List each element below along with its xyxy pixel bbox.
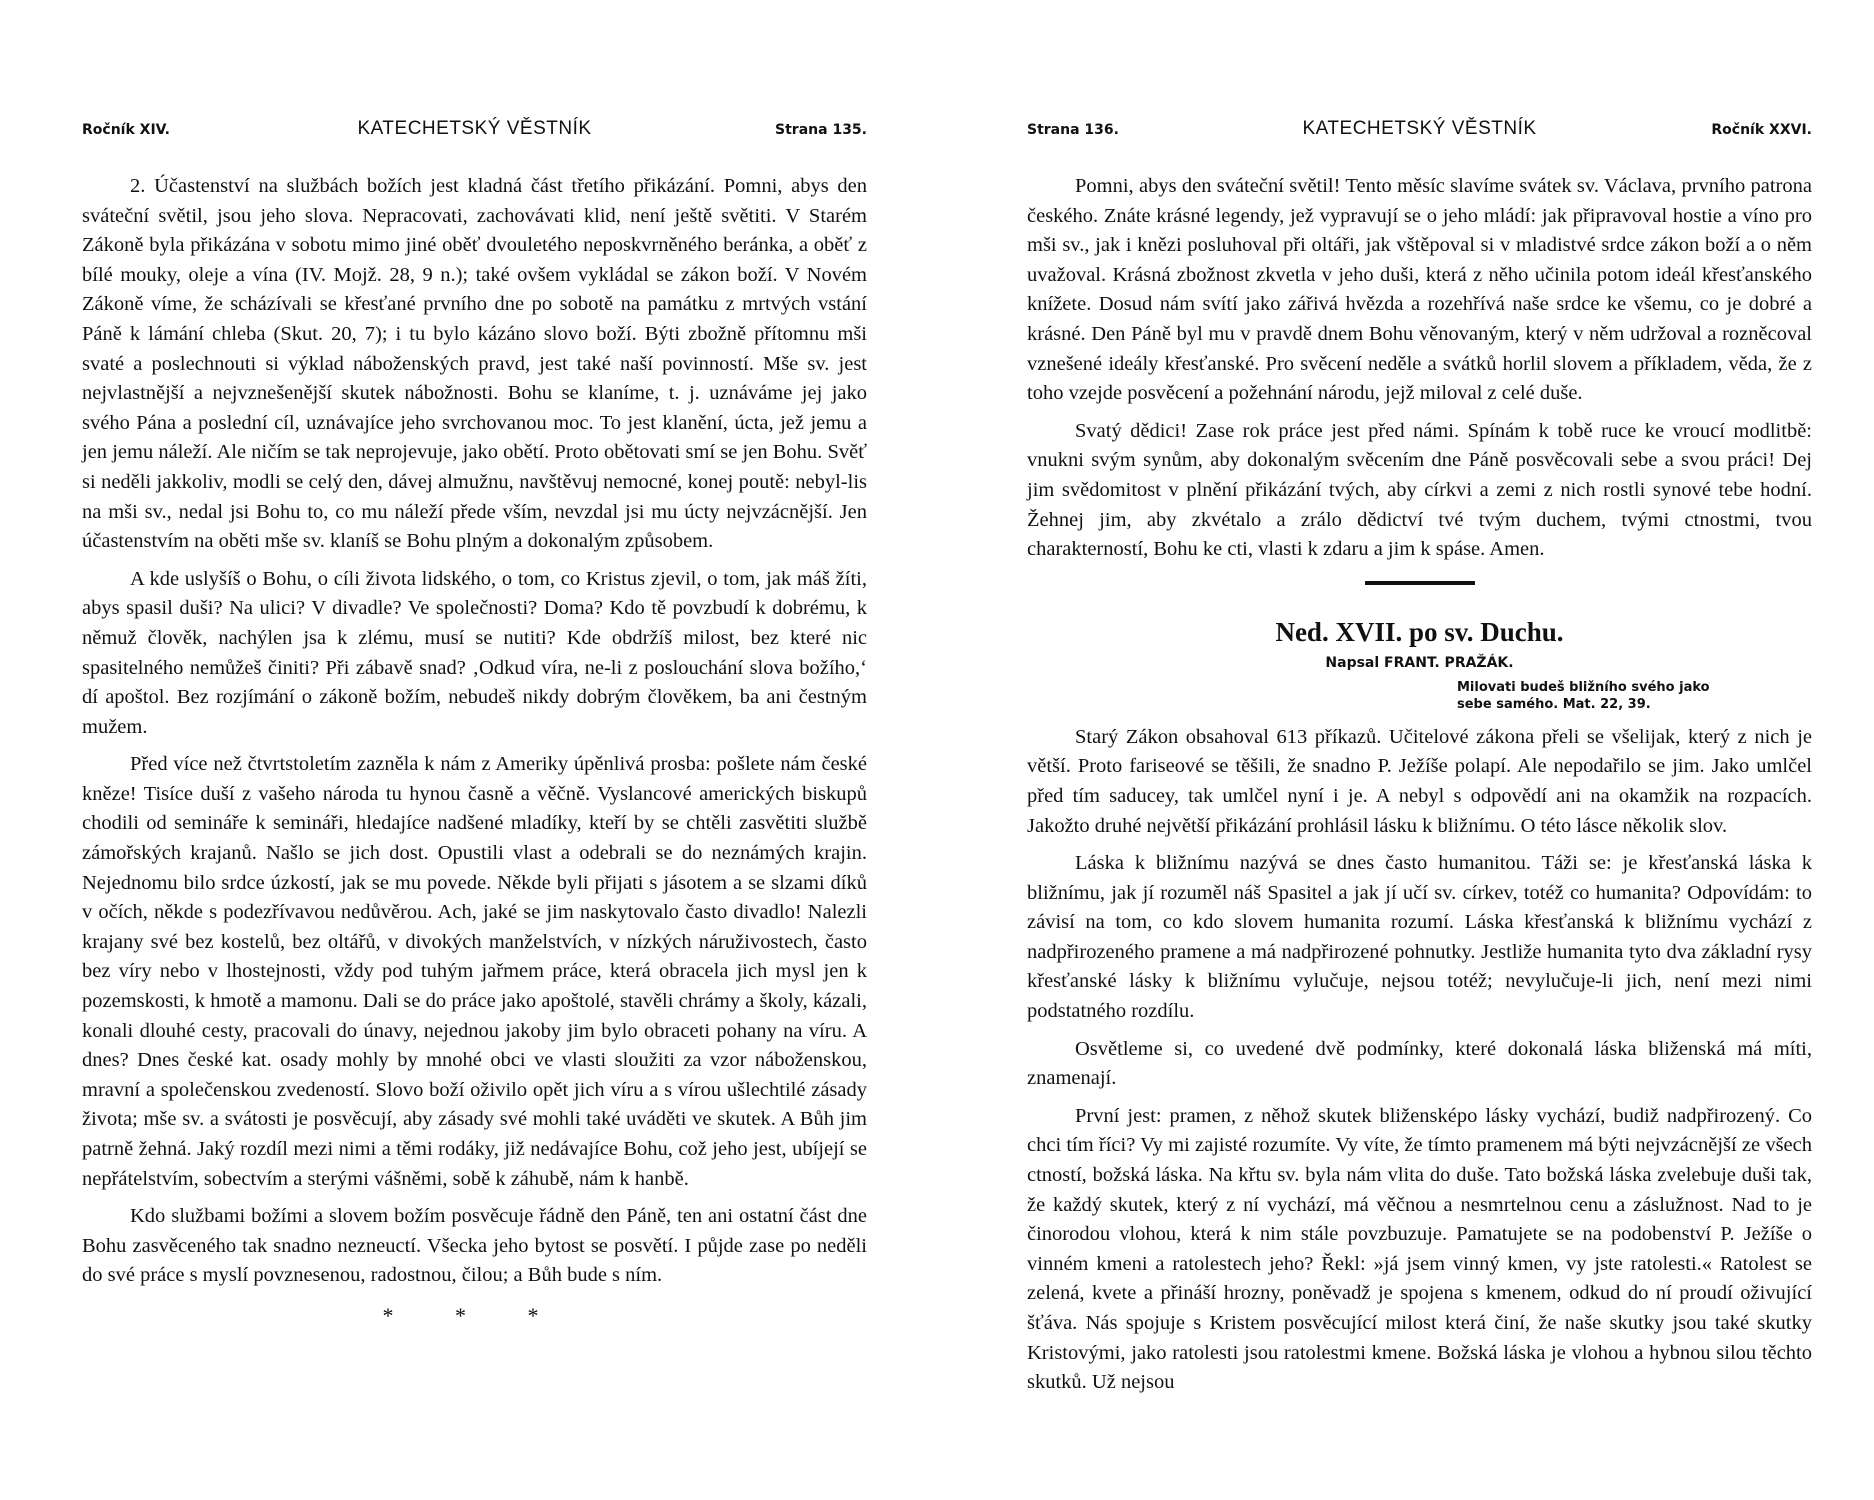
paragraph: A kde uslyšíš o Bohu, o cíli života lidského, o tom, co Kristus zjevil, o tom, jak máš žíti, abys spasil duši? Na ulici? V divadle? Ve společnosti? Doma? Kdo tě povzbudí k dobrému, k němuž člověk, nachýlen jsa k zlému, musí se nutiti? Kde obdržíš milost, bez které nic spasitelného nemůžeš činiti? Při zábavě snad? ‚Odkud víra, ne-li z poslouchání slova božího,‘ dí apoštol. Bez rozjímání o zákoně božím, nebudeš nikdy dobrým člověkem, ba ani čestným mužem. — [82, 567, 867, 738]
paragraph: Pomni, abys den sváteční světil! Tento měsíc slavíme svátek sv. Václava, prvního patrona českého. Znáte krásné legendy, jež vypravují se o jeho mládí: jak připravoval hostie a víno pro mši sv., jak i knězi posluhoval při oltáři, jak vštěpoval si v mladistvé srdce zákon boží a o něm uvažoval. Krásná zbožnost zkvetla v jeho duši, která z něho učinila potom ideál křesťanského knížete. Dosud nám svítí jako zářivá hvězda a rozehřívá naše srdce ke všemu, co je dobré a krásné. Den Páně byl mu v pravdě dnem Bohu věnovaným, který v něm udržoval a rozněcoval vznešené ideály křesťanské. Pro svěcení neděle a svátků horlil slovem a příkladem, věda, že z toho vzejde posvěcení a požehnání národu, jejž miloval z celé duše. — [1027, 175, 1812, 405]
left-page-header — [82, 118, 867, 148]
paragraph: Kdo službami božími a slovem božím posvěcuje řádně den Páně, ten ani ostatní část dne Bohu zasvěceného tak snadno nezneuctí. Všecka jeho bytost se posvětí. I půjde zase po neděli do své práce s myslí povznesenou, radostnou, čilou; a Bůh bude s ním. — [82, 1205, 867, 1287]
paragraph: 2. Účastenství na službách božích jest kladná část třetího přikázání. Pomni, abys den sváteční světil, jsou jeho slova. Nepracovati, zachovávati klid, není ještě světiti. V Starém Zákoně byla přikázána v sobotu mimo jiné oběť dvouletého neposkvrněného beránka, a oběť z bílé mouky, oleje a vína (IV. Mojž. 28, 9 n.); také ovšem vykládal se zákon boží. V Novém Zákoně víme, že scházívali se křesťané prvního dne po sobotě na památku z mrtvých vstání Páně k lámání chleba (Skut. 20, 7); i tu bylo kázáno slovo boží. Býti zbožně přítomnu mši svaté a poslechnouti si výklad náboženských pravd, jest také naší povinností. Mše sv. jest nejvlastnější a nejvznešenější skutek nábožnosti. Bohu se klaníme, t. j. uznáváme jej jako svého Pána a poslední cíl, uznávajíce jeho svrchovanou moc. To jest klanění, úcta, jež jemu a jen jemu náleží. Ale ničím se tak neprojevuje, jako obětí. Proto obětovati smí se jen Bohu. Svěť si neděli jakkoliv, modli se celý den, dávej almužnu, navštěvuj nemocné, konej poutě: nebyl-lis na mši sv., nedal jsi Bohu to, co mu náleží přede vším, nevzdal jsi mu úcty nejvzácnější. Jen účastenstvím na oběti mše sv. klaníš se Bohu plným a dokonalým způsobem. — [82, 175, 867, 553]
paragraph: Před více než čtvrtstoletím zazněla k nám z Ameriky úpěnlivá prosba: pošlete nám české kněze! Tisíce duší z vašeho národa tu hynou časně a věčně. Vyslancové amerických biskupů chodili od semináře k semináři, hledajíce nadšené mladíky, kteří by se chtěli zasvětiti službě zámořských krajanů. Našlo se jich dost. Opustili vlast a odebrali se do neznámých krajin. Nejednomu bilo srdce úzkostí, jak se mu povede. Někde byli přijati s jásotem a se slzami díků v očích, někde s podezřívavou nedůvěrou. Ach, jaké se jim naskytovalo často divadlo! Nalezli krajany své bez kostelů, bez oltářů, v divokých manželstvích, v nízkých náruživostech, často bez víry nebo v lhostejnosti, vždy pod tuhým jařmem práce, která obracela jich mysl jen k pozemskosti, k hmotě a mamonu. Dali se do práce jako apoštolé, stavěli chrámy a školy, kázali, konali dlouhé cesty, pracovali do únavy, nejednou jakoby jim bylo obraceti pohany na víru. A dnes? Dnes české kat. osady mohly by mnohé obci ve vlasti sloužiti za vzor náboženskou, mravní a společenskou zvedeností. Slovo boží oživilo opět jich víru a s vírou ušlechtilé zásady života; mše sv. a svátosti je posvěcují, aby zásady své mohli také uváděti ve skutek. A Bůh jim patrně žehná. Jaký rozdíl mezi nimi a těmi rodáky, již nedávajíce Bohu, což jeho jest, ubíjejí se nepřátelstvím, sobectvím a sterými vášněmi, sobě k záhubě, nám k hanbě. — [82, 753, 867, 1190]
volume-label: Ročník XIV. — [82, 122, 170, 138]
paragraph: Starý Zákon obsahoval 613 příkazů. Učitelové zákona přeli se všelijak, který z nich je větší. Proto fariseové se těšili, že snadno P. Ježíše polapí. Ale nepodařilo se jim. Jako umlčel před tím saducey, tak umlčel nyní i je. A nebyl s odpovědí ani na okamžik na rozpacích. Jakožto druhé největší přikázání prohlásil lásku k bližnímu. O této lásce několik slov. — [1027, 725, 1812, 837]
page-number: Strana 136. — [1027, 122, 1119, 138]
page-number: Strana 135. — [775, 122, 867, 138]
volume-label: Ročník XXVI. — [1711, 122, 1812, 138]
section-divider-stars: * * * — [382, 1302, 567, 1328]
paragraph: Láska k bližnímu nazývá se dnes často humanitou. Táži se: je křesťanská láska k bližnímu, jak jí rozuměl náš Spasitel a jak jí učí sv. církev, totéž co humanita? Odpovídám: to závisí na tom, co kdo slovem humanita rozumí. Láska křesťanská k bližnímu vychází z nadpřirozeného pramene a má nadpřirozené pohnutky. Jestliže humanita tyto dva základní rysy křesťanské lásky k bližnímu vylučuje, nejsou totéž; nevylučuje-li jich, není mezi nimi podstatného rozdílu. — [1027, 852, 1812, 1023]
left-text-column — [82, 172, 867, 1331]
paragraph: První jest: pramen, z něhož skutek bližensképo lásky vychází, budiž nadpřirozený. Co chci tím říci? Vy mi zajisté rozumíte. Vy víte, že tímto pramenem má býti nejvzácnější ze všech ctností, božská láska. Na křtu sv. byla nám vlita do duše. Tato božská láska zvelebuje duši tak, že každý skutek, který z ní vychází, má věčnou a nesmrtelnou cenu a záslužnost. Nad to je činorodou vlohou, která k nim stále povzbuzuje. Pamatujete se na podobenství P. Ježíše o vinném kmeni a ratolestech jeho? Řekl: »já jsem vinný kmen, vy jste ratolesti.« Ratolest se zelená, kvete a přináší hrozny, poněvadž je spojena s kmenem, odkud do ní proudí oživující šťáva. Nás spojuje s Kristem posvěcující milost která činí, že naše skutky jsou také skutky Kristovými, jako ratolesti jsou ratolestmi kmene. Božská láska je vlohou a hybnou silou těchto skutků. Už nejsou — [1027, 1104, 1812, 1394]
epigraph-line: sebe samého. Mat. 22, 39. — [1457, 696, 1651, 712]
right-page-header — [1027, 118, 1812, 148]
paragraph: Osvětleme si, co uvedené dvě podmínky, které dokonalá láska bliženská má míti, znamenají. — [1027, 1037, 1812, 1090]
section-author: Napsal FRANT. PRAŽÁK. — [1325, 654, 1514, 671]
section-rule — [1365, 581, 1475, 585]
journal-title: KATECHETSKÝ VĚSTNÍK — [357, 118, 592, 139]
journal-title: KATECHETSKÝ VĚSTNÍK — [1302, 118, 1537, 139]
section-title: Ned. XVII. po sv. Duchu. — [1275, 616, 1564, 647]
right-page — [937, 0, 1874, 1500]
right-text-column — [1027, 172, 1812, 1406]
epigraph-line: Milovati budeš bližního svého jako — [1457, 679, 1710, 695]
epigraph — [1457, 679, 1812, 713]
paragraph: Svatý dědici! Zase rok práce jest před námi. Spínám k tobě ruce ke vroucí modlitbě: vnukni svým synům, aby dokonalým svěcením dne Páně posvěcovali sebe a svou práci! Dej jim svědomitost v plnění přikázání tvých, aby církvi a zemi z nich rostli synové tebe hodní. Žehnej jim, aby zkvétalo a zrálo dědictví tvé tvým duchem, tvými ctnostmi, tvou charakterností, Bohu ke cti, vlasti k zdaru a jim k spáse. Amen. — [1027, 419, 1812, 561]
